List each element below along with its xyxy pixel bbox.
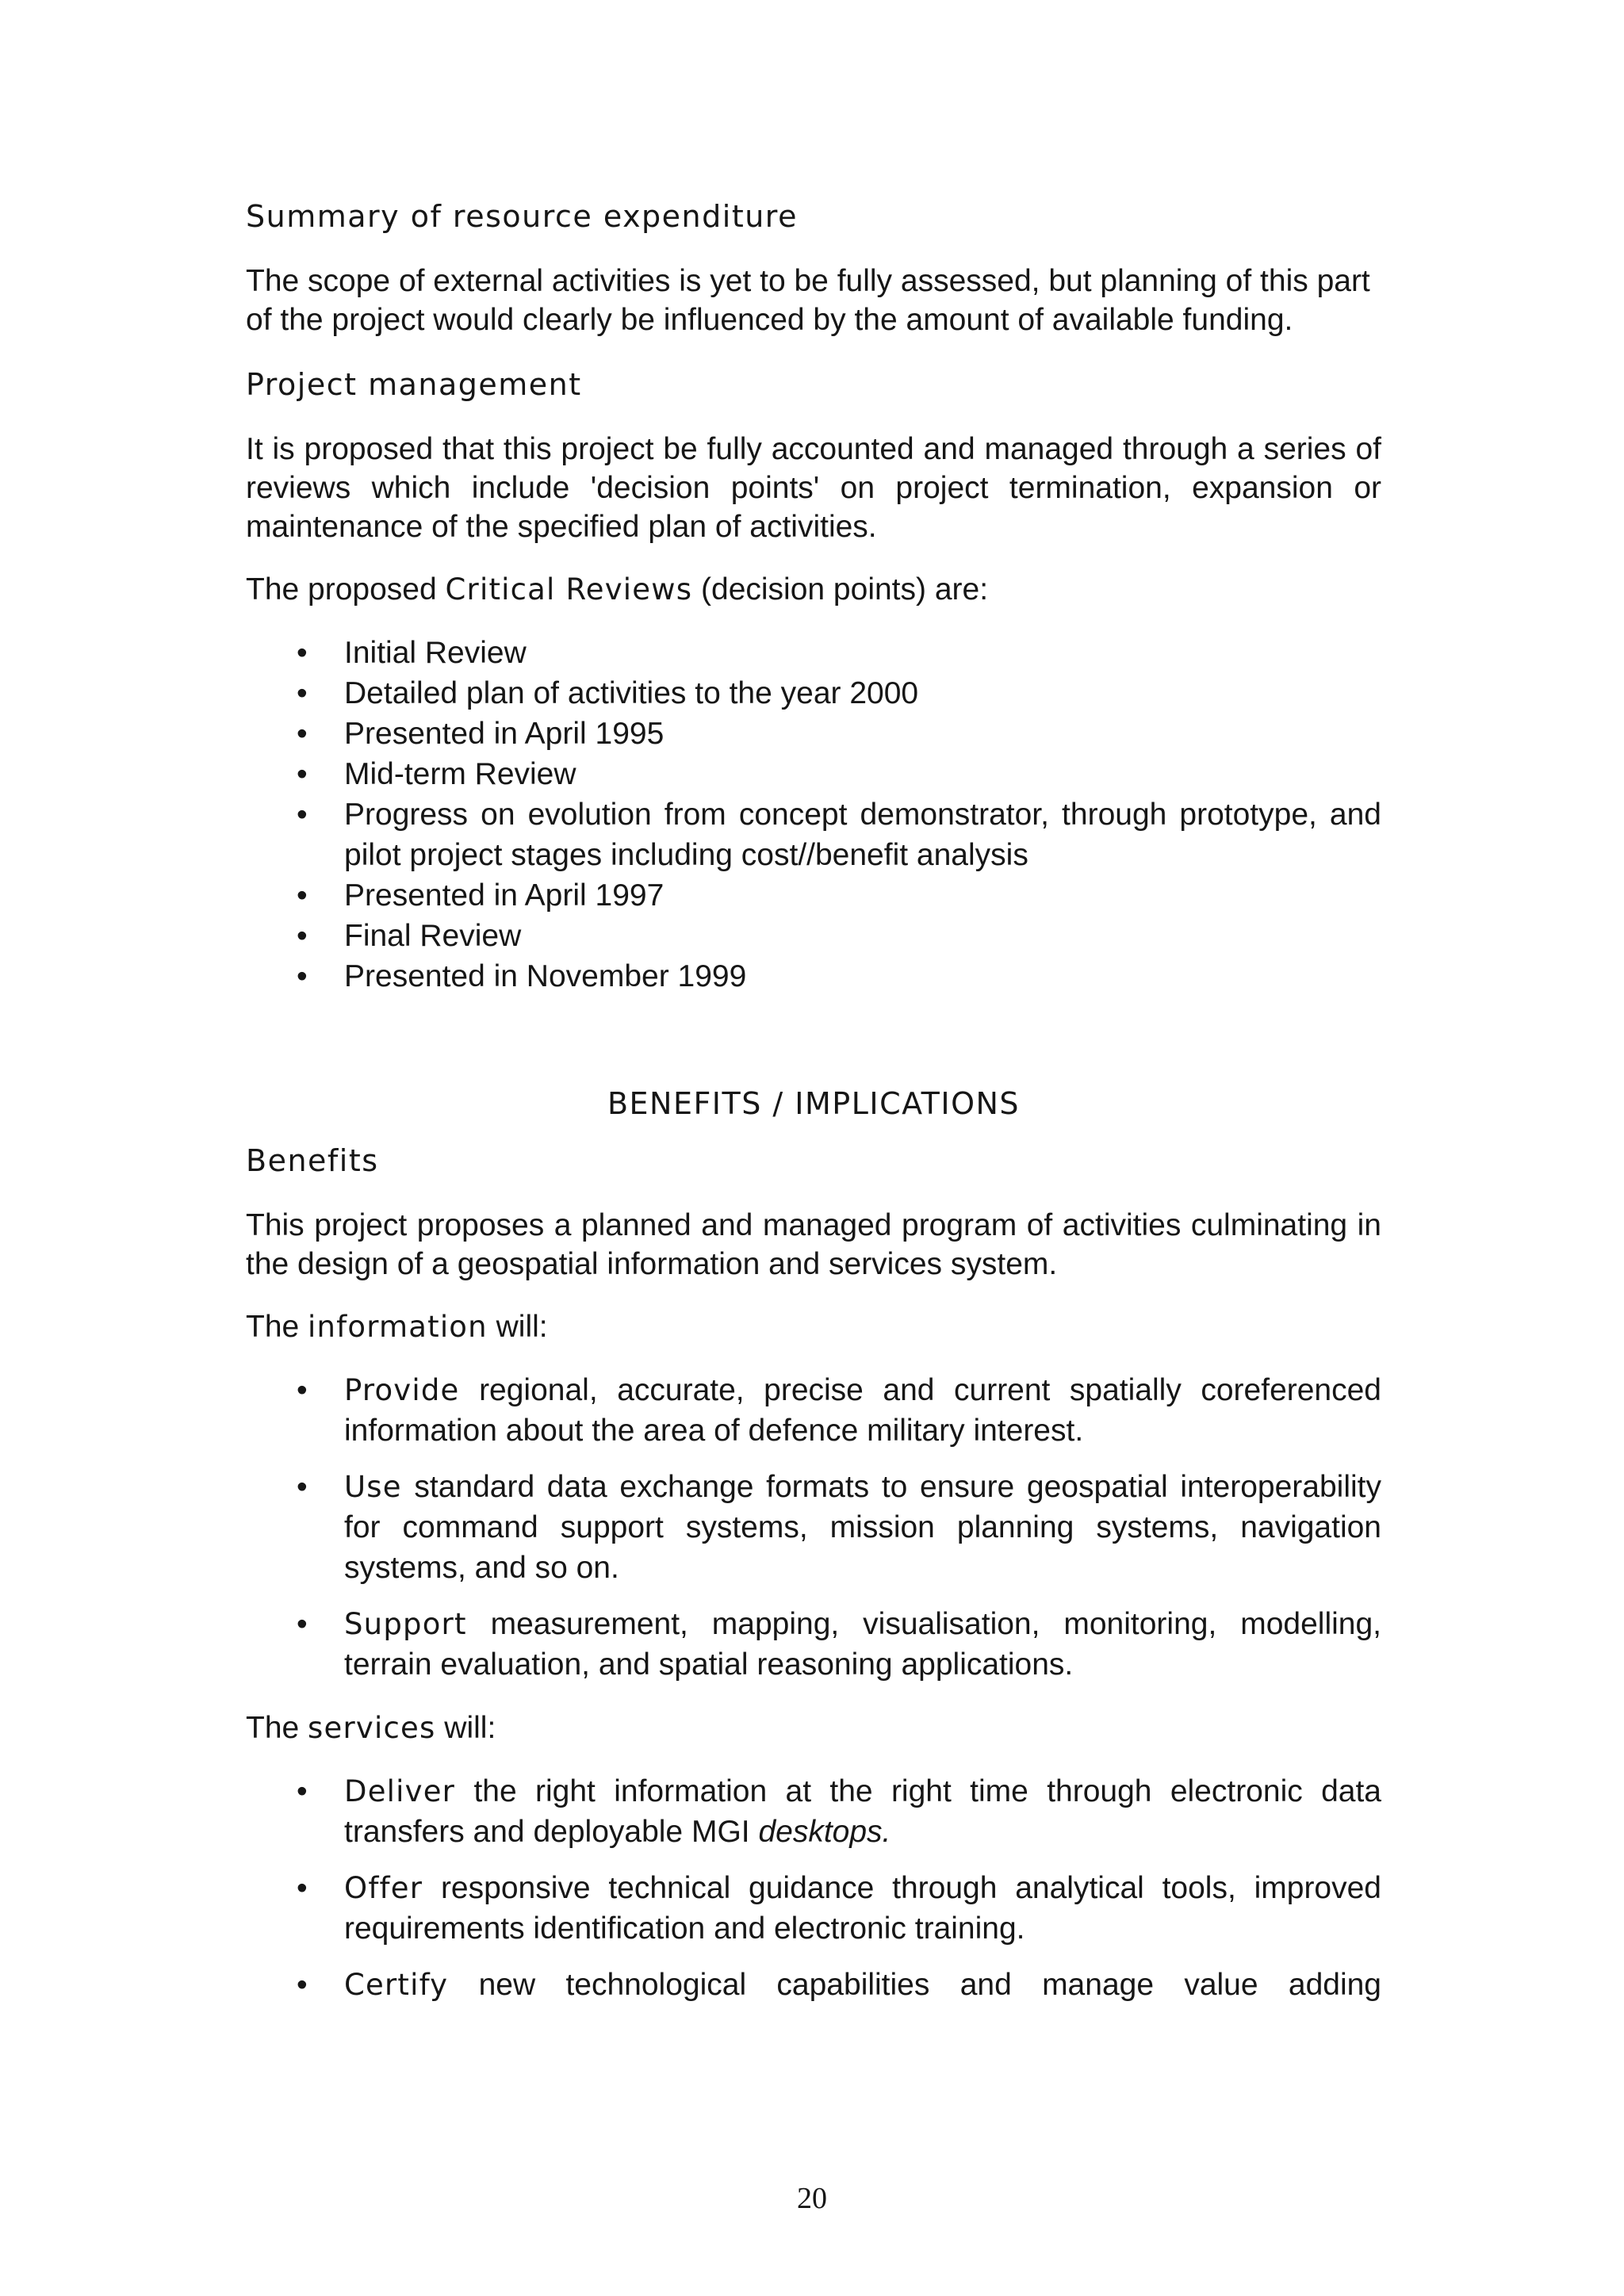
bullet-icon: • [297,757,308,791]
bullet-icon: • [297,959,308,993]
benefits-heading: Benefits [246,1143,379,1178]
list-item: • Certify new technological capabilities and manage value adding [246,1965,1381,2005]
critical-reviews-intro: The proposed Critical Reviews (decision points) are: [246,572,989,607]
item-keyword: Offer [344,1871,423,1905]
project-management-paragraph: It is proposed that this project be fully accounted and managed through a series of reviews which include 'decision points' on project termination, expansion or maintenance of the specified plan of activities. [246,432,1381,544]
list-item: • Offer responsive technical guidance through analytical tools, improved requirements identification and electronic training. [246,1868,1381,1949]
list-item: • Mid-term Review [246,754,1381,794]
document-page [246,195,1381,2029]
services-keyword: services [308,1711,436,1745]
item-keyword: Certify [344,1968,449,2002]
critical-reviews-keyword: Critical Reviews [445,572,693,607]
list-item: • Progress on evolution from concept demonstrator, through prototype, and pilot project stages including cost//benefit analysis [246,794,1381,875]
bullet-icon: • [297,919,308,953]
bullet-icon: • [297,1774,308,1808]
bullet-icon: • [297,1607,308,1641]
list-item: • Use standard data exchange formats to ensure geospatial interoperability for command support systems, mission planning systems, navigation systems, and so on. [246,1467,1381,1588]
bullet-icon: • [297,636,308,670]
information-list [246,1370,1381,1685]
information-intro: The information will: [246,1310,548,1344]
item-keyword: Use [344,1470,402,1504]
services-intro: The services will: [246,1711,496,1745]
bullet-icon: • [297,878,308,913]
benefits-implications-heading: BENEFITS / IMPLICATIONS [607,1086,1021,1121]
critical-reviews-list [246,633,1381,997]
bullet-icon: • [297,1968,308,2002]
item-keyword: Support [344,1607,467,1641]
bullet-icon: • [297,676,308,710]
bullet-icon: • [297,798,308,832]
bullet-icon: • [297,717,308,751]
bullet-icon: • [297,1373,308,1407]
item-keyword: Provide [344,1373,460,1407]
resource-expenditure-heading: Summary of resource expenditure [246,199,798,234]
list-item: • Presented in April 1997 [246,875,1381,916]
bullet-icon: • [297,1871,308,1905]
list-item: • Detailed plan of activities to the year 2000 [246,673,1381,714]
bullet-icon: • [297,1470,308,1504]
resource-expenditure-paragraph: The scope of external activities is yet to be fully assessed, but planning of this part of the project would clearly be influenced by the amount of available funding. [246,264,1370,337]
information-keyword: information [308,1310,488,1344]
item-keyword: Deliver [344,1774,456,1808]
project-management-heading: Project management [246,367,582,402]
page-number: 20 [797,2182,827,2215]
list-item: • Presented in November 1999 [246,956,1381,997]
services-list [246,1771,1381,2005]
benefits-paragraph: This project proposes a planned and managed program of activities culminating in the design of a geospatial information and services system. [246,1208,1381,1281]
italic-term: desktops. [758,1815,891,1849]
list-item: • Support measurement, mapping, visualisation, monitoring, modelling, terrain evaluation, and spatial reasoning applications. [246,1604,1381,1685]
list-item: • Provide regional, accurate, precise and current spatially coreferenced information about the area of defence military interest. [246,1370,1381,1451]
list-item: • Deliver the right information at the right time through electronic data transfers and deployable MGI desktops. [246,1771,1381,1852]
list-item: • Presented in April 1995 [246,714,1381,754]
list-item: • Final Review [246,916,1381,956]
list-item: • Initial Review [246,633,1381,673]
